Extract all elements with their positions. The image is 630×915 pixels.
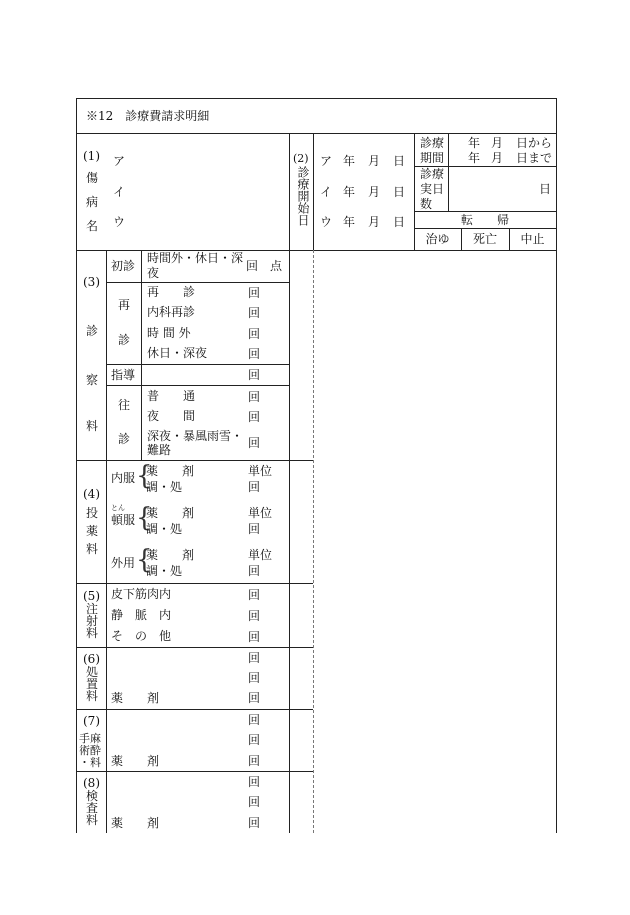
sec1-item-i: イ	[113, 185, 126, 199]
tonpuku-item-1: 薬 剤	[146, 506, 195, 520]
sec4-number: (4)	[83, 487, 100, 501]
sec2-row-u-year: 年	[343, 215, 356, 229]
form-title: ※12 診療費請求明細	[86, 109, 210, 123]
tonpuku-unit-2: 回	[248, 522, 261, 536]
sec2-row-a-year: 年	[343, 154, 356, 168]
sec6-label-1: 処	[86, 665, 99, 679]
oushin-label-1: 往	[118, 398, 131, 412]
naifuku-brace-icon: {	[136, 461, 153, 491]
sec5-item-1: 皮下筋肉内	[111, 587, 172, 601]
period-to-day: 日まで	[516, 151, 553, 165]
period-label-1: 診療	[420, 136, 445, 150]
sec5-unit-3: 回	[248, 630, 261, 644]
oushin-label-2: 診	[118, 432, 131, 446]
saishin-unit-3: 回	[248, 327, 261, 341]
divider-sec1-sec2	[289, 133, 290, 250]
frame-top-line	[76, 98, 556, 99]
actual-label-3: 数	[420, 197, 433, 211]
sec5-unit-2: 回	[248, 609, 261, 623]
shoshin-unit: 回 点	[246, 259, 283, 273]
sec7-bottom-line	[76, 771, 313, 772]
sec7-item: 薬 剤	[111, 754, 160, 768]
sec5-bottom-line	[76, 647, 313, 648]
sec2-row-i-year: 年	[343, 185, 356, 199]
sec4-label-1: 投	[86, 506, 99, 520]
saishin-item-4: 休日・深夜	[147, 346, 208, 360]
sec3-line-a	[106, 282, 289, 283]
sec2-row-i-key: イ	[320, 185, 333, 199]
period-label-2: 期間	[420, 151, 445, 165]
naifuku-label: 内服	[111, 471, 136, 485]
sec8-number: (8)	[83, 776, 100, 790]
sec1-label-3: 名	[86, 219, 99, 233]
tonpuku-brace-icon: {	[136, 503, 153, 533]
sec6-label-2: 置	[86, 677, 99, 691]
frame-right-line	[556, 98, 557, 833]
sec2-row-u-month: 月	[368, 215, 381, 229]
saishin-item-2: 内科再診	[147, 305, 196, 319]
sec4-label-2: 薬	[86, 524, 99, 538]
sec8-unit-1: 回	[248, 775, 261, 789]
period-to-month: 月	[491, 151, 504, 165]
period-to-year: 年	[468, 151, 481, 165]
shoshin-desc-2: 夜	[147, 266, 160, 280]
saishin-item-1: 再 診	[147, 285, 196, 299]
sec8-unit-3: 回	[248, 816, 261, 830]
period-from-month: 月	[491, 136, 504, 150]
tonpuku-ruby: とん	[111, 504, 125, 512]
saishin-unit-1: 回	[248, 286, 261, 300]
actual-label-2: 実日	[420, 182, 445, 196]
shoshin-label: 初診	[111, 259, 136, 273]
sec5-item-3: そ の 他	[111, 629, 172, 643]
sec3-label-2: 察	[86, 373, 99, 387]
oushin-unit-2: 回	[248, 410, 261, 424]
section-label-divider	[106, 250, 107, 833]
oushin-item-1: 普 通	[147, 389, 196, 403]
sec6-bottom-line	[76, 709, 313, 710]
oushin-item-3a: 深夜・暴風雨雪・	[147, 429, 244, 443]
oushin-unit-3: 回	[248, 436, 261, 450]
unit-column-divider	[289, 250, 290, 833]
sec3-label-1: 診	[86, 324, 99, 338]
sec8-unit-2: 回	[248, 795, 261, 809]
sec2-row-a-day: 日	[393, 154, 406, 168]
sec3-line-b	[106, 364, 289, 365]
outcome-stopped: 中止	[520, 232, 545, 246]
sec6-label-3: 料	[86, 689, 99, 703]
tonpuku-unit-1: 単位	[248, 506, 273, 520]
sec7-number: (7)	[83, 714, 100, 728]
sec2-row-i-month: 月	[368, 185, 381, 199]
sec6-unit-3: 回	[248, 691, 261, 705]
sec1-item-a: ア	[113, 154, 126, 168]
actual-bottom-line	[414, 211, 556, 212]
gaiyou-label: 外用	[111, 556, 136, 570]
sec1-item-u: ウ	[113, 215, 126, 229]
saishin-label-1: 再	[118, 298, 131, 312]
oushin-item-3b: 難路	[147, 443, 172, 457]
saishin-unit-2: 回	[248, 306, 261, 320]
outcome-title-line	[414, 228, 556, 229]
naifuku-unit-2: 回	[248, 480, 261, 494]
sec2-label: 診療開始日	[296, 166, 310, 226]
sec5-label-3: 料	[86, 626, 99, 640]
sec7-unit-1: 回	[248, 713, 261, 727]
sec8-label-3: 料	[86, 813, 99, 827]
shoshin-desc-1: 時間外・休日・深	[147, 251, 244, 265]
outcome-title-1: 転	[461, 213, 474, 227]
shido-unit: 回	[248, 368, 261, 382]
header-bottom-line	[76, 133, 556, 134]
sec2-row-a-key: ア	[320, 154, 333, 168]
sec1-label-1: 傷	[86, 171, 99, 185]
dashed-divider	[313, 250, 314, 833]
naifuku-item-1: 薬 剤	[146, 464, 195, 478]
divider-sec2-label	[313, 133, 314, 250]
gaiyou-item-1: 薬 剤	[146, 548, 195, 562]
naifuku-item-2: 調・処	[146, 480, 183, 494]
frame-left-line	[76, 98, 77, 833]
sec2-row-i-day: 日	[393, 185, 406, 199]
sec7-label-c: ・料	[79, 756, 101, 769]
sec8-item: 薬 剤	[111, 816, 160, 830]
sec1-number: (1)	[83, 149, 100, 163]
sec8-label-1: 検	[86, 789, 99, 803]
saishin-label-2: 診	[118, 333, 131, 347]
period-from-year: 年	[468, 136, 481, 150]
sec2-row-u-key: ウ	[320, 215, 333, 229]
sec4-label-3: 料	[86, 542, 99, 556]
outcome-cured: 治ゆ	[425, 232, 450, 246]
sec6-unit-1: 回	[248, 651, 261, 665]
period-from-day: 日から	[516, 136, 553, 150]
outcome-title-2: 帰	[497, 213, 510, 227]
sec3-bottom-line	[76, 460, 313, 461]
gaiyou-brace-icon: {	[136, 545, 153, 575]
tonpuku-label: 頓服	[111, 513, 136, 527]
sec2-number: (2)	[293, 152, 309, 165]
tonpuku-item-2: 調・処	[146, 522, 183, 536]
sec6-number: (6)	[83, 652, 100, 666]
saishin-item-3: 時 間 外	[147, 326, 191, 340]
saishin-unit-4: 回	[248, 347, 261, 361]
oushin-item-2: 夜 間	[147, 409, 196, 423]
gaiyou-item-2: 調・処	[146, 564, 183, 578]
gaiyou-unit-2: 回	[248, 564, 261, 578]
sec5-number: (5)	[83, 589, 100, 603]
sec1-label-2: 病	[86, 195, 99, 209]
sec6-item: 薬 剤	[111, 691, 160, 705]
sec2-row-u-day: 日	[393, 215, 406, 229]
outcome-died: 死亡	[472, 232, 497, 246]
sec5-unit-1: 回	[248, 588, 261, 602]
sec2-row-a-month: 月	[368, 154, 381, 168]
naifuku-unit-1: 単位	[248, 464, 273, 478]
sec5-label-1: 注	[86, 602, 99, 616]
sec5-label-2: 射	[86, 614, 99, 628]
sec7-label-b: 術酔	[79, 744, 101, 757]
sec6-unit-2: 回	[248, 671, 261, 685]
sec3-number: (3)	[83, 275, 100, 289]
sec4-bottom-line	[76, 583, 313, 584]
sec7-label-a: 手麻	[79, 732, 101, 745]
sec3-label-3: 料	[86, 419, 99, 433]
sec5-item-2: 静 脈 内	[111, 608, 172, 622]
sec7-unit-3: 回	[248, 754, 261, 768]
shido-label: 指導	[111, 368, 136, 382]
sec3-line-c	[106, 385, 289, 386]
sec7-unit-2: 回	[248, 733, 261, 747]
oushin-unit-1: 回	[248, 390, 261, 404]
sec8-label-2: 査	[86, 801, 99, 815]
actual-unit: 日	[539, 182, 552, 196]
gaiyou-unit-1: 単位	[248, 548, 273, 562]
actual-label-1: 診療	[420, 167, 445, 181]
divider-period-values	[448, 133, 449, 211]
